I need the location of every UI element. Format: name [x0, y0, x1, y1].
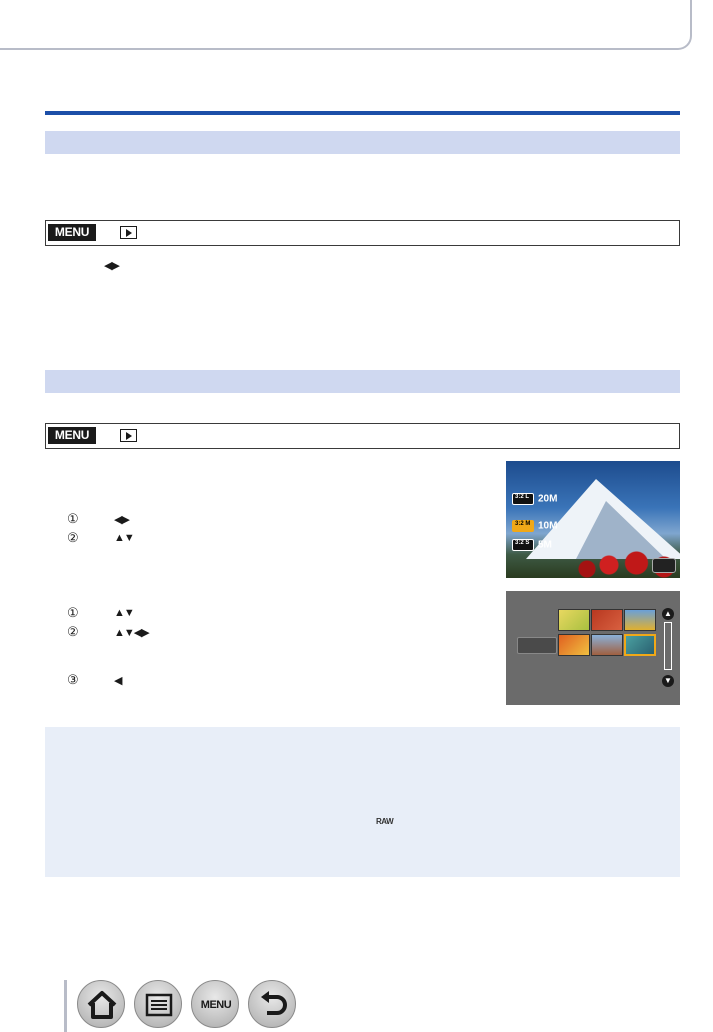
- section-band-1: [45, 131, 680, 154]
- image-thumbnail: [558, 634, 590, 656]
- home-icon: [78, 981, 126, 1029]
- size-label: 5M: [538, 539, 552, 551]
- note-box: [45, 727, 680, 877]
- menu-path-1: [45, 220, 680, 246]
- size-label: 10M: [538, 520, 558, 532]
- menu-button[interactable]: [191, 980, 239, 1028]
- image-thumbnail: [624, 609, 656, 631]
- page-header-frame: [0, 0, 692, 50]
- image-thumbnail: [591, 609, 623, 631]
- selection-button: [517, 637, 557, 654]
- size-option: [512, 539, 552, 553]
- scrollbar: [664, 622, 672, 670]
- back-softkey-icon: [652, 558, 676, 573]
- contents-button[interactable]: [134, 980, 182, 1028]
- step-number: ①: [67, 511, 79, 526]
- section-title-rule: [45, 111, 680, 115]
- image-thumbnail-selected: [624, 634, 656, 656]
- size-option: [512, 493, 557, 507]
- image-thumbnail: [558, 609, 590, 631]
- playback-icon: [120, 226, 137, 239]
- step-number: ②: [67, 530, 79, 545]
- up-down-keys: ▲▼: [114, 607, 134, 619]
- size-label: 20M: [538, 493, 558, 505]
- camera-screen-multi-select: [506, 591, 680, 705]
- menu-path-2: [45, 423, 680, 449]
- step-number: ③: [67, 672, 79, 687]
- back-button[interactable]: [248, 980, 296, 1028]
- left-right-keys: ◀▶: [104, 260, 119, 272]
- step-number: ①: [67, 605, 79, 620]
- cursor-keys: ▲▼◀▶: [114, 627, 149, 639]
- raw-icon: RAW: [376, 817, 394, 826]
- aspect-size-icon: 3:2 M: [512, 520, 534, 532]
- scroll-down-icon: ▼: [662, 675, 674, 687]
- camera-screen-picture-size: [506, 461, 680, 578]
- left-key: ◀: [114, 675, 122, 687]
- scroll-up-icon: ▲: [662, 608, 674, 620]
- home-button[interactable]: [77, 980, 125, 1028]
- left-right-keys: ◀▶: [114, 514, 129, 526]
- menu-button-icon: MENU: [48, 427, 96, 444]
- list-icon: [135, 981, 183, 1029]
- size-option-selected: [512, 520, 557, 534]
- playback-icon: [120, 429, 137, 442]
- image-thumbnail: [591, 634, 623, 656]
- section-band-2: [45, 370, 680, 393]
- up-down-keys: ▲▼: [114, 532, 134, 544]
- nav-divider: [64, 980, 67, 1032]
- back-icon: [249, 981, 297, 1029]
- step-number: ②: [67, 624, 79, 639]
- aspect-size-icon: 3:2 S: [512, 539, 534, 551]
- aspect-size-icon: 3:2 L: [512, 493, 534, 505]
- menu-button-icon: MENU: [48, 224, 96, 241]
- menu-label: MENU: [200, 999, 232, 1011]
